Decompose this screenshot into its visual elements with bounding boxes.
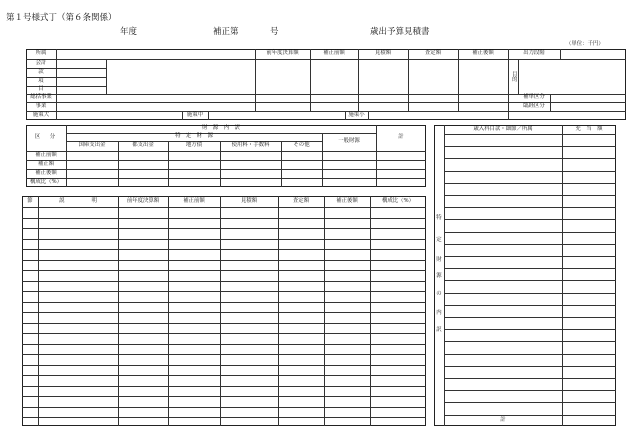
label-item: 項 <box>38 77 44 84</box>
header-general-finance: 一般財源 <box>338 138 360 145</box>
row-divider <box>26 59 626 60</box>
side-row-line <box>444 305 616 306</box>
detail-row-line <box>22 228 426 229</box>
detail-row-line <box>22 396 426 397</box>
col-divider <box>118 196 119 426</box>
finance-breakdown-title: 財 源 内 訳 <box>202 125 240 132</box>
number-label: 号 <box>270 27 279 37</box>
label-temporary-category: 臨経区分 <box>523 102 545 109</box>
detail-row-line <box>22 323 426 324</box>
side-row-line <box>444 341 616 342</box>
row-label-before-revision: 補正前額 <box>35 151 57 158</box>
col-divider <box>208 111 209 120</box>
detail-row-line <box>22 291 426 292</box>
vertical-char-2: 定 <box>436 237 442 244</box>
side-row-line <box>444 366 616 367</box>
side-row-line <box>444 390 616 391</box>
side-row-line <box>444 183 616 184</box>
vertical-char-4: 源 <box>436 273 442 280</box>
side-row-line <box>444 402 616 403</box>
detail-row-line <box>22 302 426 303</box>
detail-row-line <box>22 312 426 313</box>
header-before-revision: 補正前額 <box>183 197 205 204</box>
col-divider <box>368 111 369 120</box>
side-row-line <box>444 195 616 196</box>
division-label: 区 分 <box>34 134 58 141</box>
header-assessed: 査定額 <box>292 197 310 204</box>
side-row-line <box>444 219 616 220</box>
form-id: 第１号様式丁（第６条関係） <box>6 13 117 23</box>
side-row-line <box>444 293 616 294</box>
col-divider <box>220 196 221 426</box>
header-metro-disbursement: 都支出金 <box>132 142 154 149</box>
side-row-line <box>444 378 616 379</box>
vertical-char-7: 訳 <box>436 327 442 334</box>
document-title: 歳出予算見積書 <box>370 27 430 37</box>
header-output-stage: 出力段階 <box>523 50 545 57</box>
row-label-composition: 構成比（%） <box>29 178 63 185</box>
col-divider <box>56 49 57 120</box>
detail-row-line <box>22 354 426 355</box>
vertical-char-3: 財 <box>436 257 442 264</box>
detail-row-line <box>22 281 426 282</box>
header-other: その他 <box>293 142 310 149</box>
detail-row-line <box>22 270 426 271</box>
header-fees: 使用料・手数料 <box>231 142 270 149</box>
side-row-line <box>444 317 616 318</box>
side-row-line <box>444 244 616 245</box>
row-divider <box>26 151 426 152</box>
header-total: 計 <box>398 134 404 141</box>
row-divider <box>26 178 426 179</box>
vertical-char-6: 内 <box>436 310 442 317</box>
col-divider <box>324 196 325 426</box>
col-divider <box>550 94 551 111</box>
label-supplement-category: 補単区分 <box>523 94 545 101</box>
detail-row-line <box>22 365 426 366</box>
col-divider <box>370 196 371 426</box>
side-row-line <box>444 146 616 147</box>
header-local-bond: 地方債 <box>185 142 203 149</box>
side-row-line <box>444 207 616 208</box>
specific-finance-title: 特 定 財 源 <box>175 133 213 140</box>
vertical-char-1: 特 <box>436 215 442 222</box>
col-divider <box>278 196 279 426</box>
side-row-line <box>444 280 616 281</box>
side-row-line <box>444 329 616 330</box>
detail-row-line <box>22 249 426 250</box>
detail-row-line <box>22 417 426 418</box>
header-estimate: 見積額 <box>374 50 392 57</box>
detail-row-line <box>22 386 426 387</box>
row-label-revision-amount: 補正額 <box>37 160 55 167</box>
detail-row-line <box>22 375 426 376</box>
header-composition: 構成比（%） <box>381 197 415 204</box>
side-row-line <box>444 134 616 135</box>
detail-row-line <box>22 407 426 408</box>
label-subitem: 目 <box>38 86 44 93</box>
label-policy-large: 施策大 <box>32 111 50 118</box>
side-row-line <box>444 171 616 172</box>
label-section: 款 <box>38 68 44 75</box>
row-divider <box>26 111 626 112</box>
label-project: 事業 <box>35 102 47 109</box>
header-estimate: 見積額 <box>240 197 258 204</box>
detail-row-line <box>22 218 426 219</box>
row-label-after-revision: 補正後額 <box>35 169 57 176</box>
header-before-revision: 補正前額 <box>323 50 345 57</box>
header-allocation-amount: 充 当 額 <box>575 125 603 132</box>
header-description: 説 明 <box>59 197 97 204</box>
col-divider <box>168 196 169 426</box>
col-divider <box>518 59 519 94</box>
header-after-revision: 補正後額 <box>336 197 358 204</box>
side-row-line <box>444 158 616 159</box>
col-divider <box>38 196 39 426</box>
detail-row-line <box>22 333 426 334</box>
col-divider <box>106 59 107 94</box>
detail-row-line <box>22 260 426 261</box>
revision-label: 補正第 <box>213 27 239 37</box>
detail-row-line <box>22 344 426 345</box>
purpose-label: 目的 <box>510 71 517 82</box>
header-national-treasury: 国庫支出金 <box>78 142 106 149</box>
vertical-char-5: の <box>436 291 442 298</box>
header-clause: 節 <box>27 197 33 204</box>
side-row-line <box>444 354 616 355</box>
header-prev-settlement: 前年度決算額 <box>126 197 160 204</box>
detail-row-line <box>22 239 426 240</box>
label-account: 会計 <box>35 59 47 66</box>
row-divider <box>26 169 426 170</box>
detail-row-line <box>22 207 426 208</box>
side-row-line <box>444 268 616 269</box>
detail-table-border <box>22 196 426 426</box>
label-policy-mid: 施策中 <box>186 111 204 118</box>
unit-label: （単位：千円） <box>566 41 604 47</box>
row-divider <box>26 160 426 161</box>
label-affiliation: 所属 <box>35 50 47 57</box>
side-row-line <box>444 232 616 233</box>
header-assessed: 査定額 <box>424 50 442 57</box>
fiscal-year-label: 年度 <box>120 27 138 37</box>
label-general-project: 総括事業 <box>30 94 52 101</box>
label-policy-small: 施策小 <box>348 111 365 118</box>
col-divider <box>560 49 561 59</box>
side-total-label: 計 <box>500 416 506 423</box>
header-revenue-item: 歳入科目款・細節／所属 <box>473 125 533 132</box>
header-after-revision: 補正後額 <box>472 50 494 57</box>
header-prev-settlement: 前年度決算額 <box>266 50 299 57</box>
side-row-line <box>444 256 616 257</box>
